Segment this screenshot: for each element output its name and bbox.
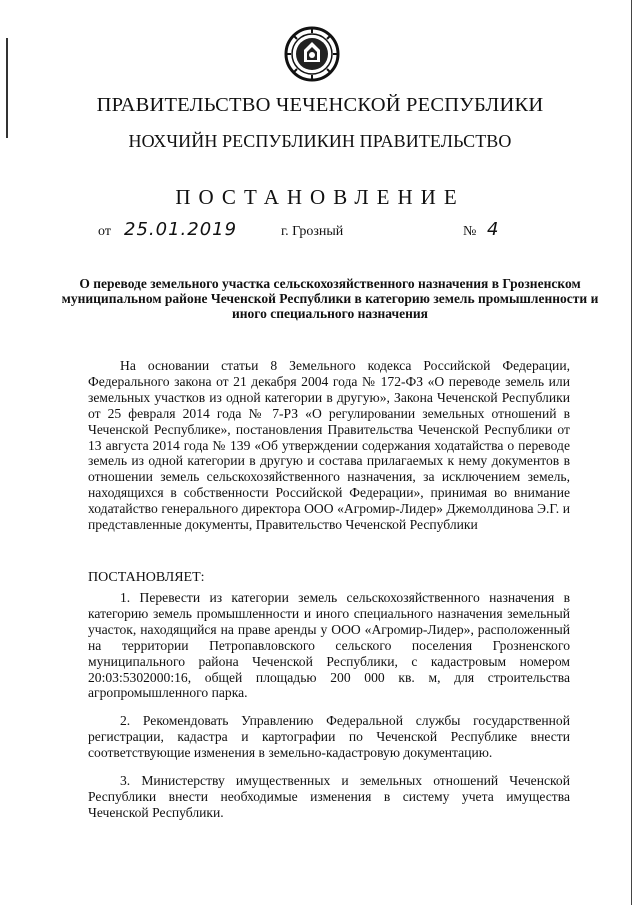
document-date: 25.01.2019 xyxy=(124,219,238,240)
document-city: г. Грозный xyxy=(281,224,344,239)
document-number: 4 xyxy=(487,219,499,240)
decree-word: ПОСТАНОВЛЯЕТ: xyxy=(88,570,205,585)
date-prefix: от xyxy=(98,224,111,239)
government-name-chechen: НОХЧИЙН РЕСПУБЛИКИН ПРАВИТЕЛЬСТВО xyxy=(128,131,512,151)
preamble-paragraph: На основании статьи 8 Земельного кодекса Российской Федерации, Федерального закона от 21 декабря 2004 года № 172-ФЗ «О переводе земель или земельных участков из одной категории в другую», Закона Чеченской Республики от 25 февраля 2014 года № 7-РЗ «О регулировании земельных отношений в Чеченской Республике», постановления Правительства Чеченской Республики от 13 августа 2014 года № 139 «Об утверждении содержания ходатайства о переводе земель из одной категории в другую и состава прилагаемых к нему документов в отношении земель сельскохозяйственного назначения, за исключением земель, находящихся в собственности Российской Федерации», принимая во внимание ходатайство генерального директора ООО «Агромир-Лидер» Джемолдинова Э.Г. и представленные документы, Правительство Чеченской Республики xyxy=(88,358,570,533)
coat-of-arms-icon xyxy=(284,26,340,82)
government-name-russian: ПРАВИТЕЛЬСТВО ЧЕЧЕНСКОЙ РЕСПУБЛИКИ xyxy=(96,94,544,116)
document-type-title: ПОСТАНОВЛЕНИЕ xyxy=(175,185,465,209)
decree-item-3: 3. Министерству имущественных и земельных отношений Чеченской Республики внести необходимые изменения в систему учета имущества Чеченской Республики. xyxy=(88,773,570,820)
decree-item-2: 2. Рекомендовать Управлению Федеральной службы государственной регистрации, кадастра и картографии по Чеченской Республике внести соответствующие изменения в земельно-кадастровую документацию. xyxy=(88,713,570,760)
number-prefix: № xyxy=(463,224,477,239)
document-subject: О переводе земельного участка сельскохозяйственного назначения в Грозненском муниципальном районе Чеченской Республики в категорию земель промышленности и иного специального назначения xyxy=(61,276,599,321)
scan-margin-mark xyxy=(6,38,8,138)
decree-item-1: 1. Перевести из категории земель сельскохозяйственного назначения в категорию земель промышленности и иного специального назначения земельный участок, находящийся на праве аренды у ООО «Агромир-Лидер», расположенный на территории Петропавловского сельского поселения Грозненского муниципального района Чеченской Республики, с кадастровым номером 20:03:5302000:16, общей площадью 200 000 кв. м, для строительства агропромышленного парка. xyxy=(88,590,570,701)
